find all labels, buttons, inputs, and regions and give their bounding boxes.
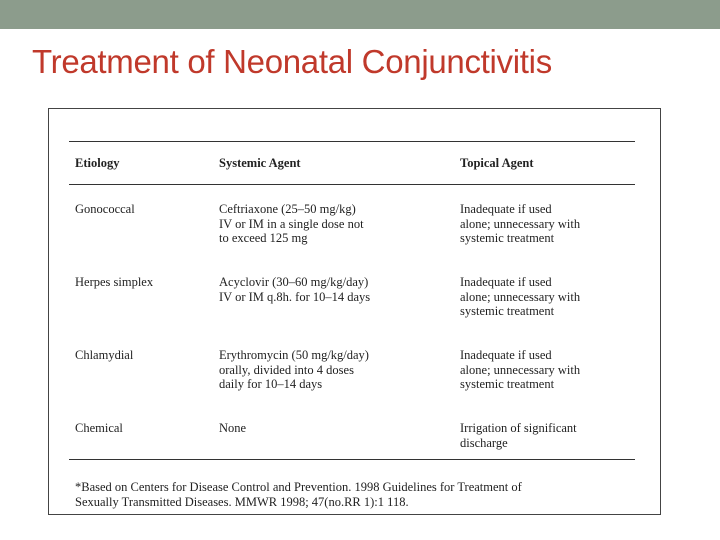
systemic-line: IV or IM q.8h. for 10–14 days	[219, 289, 371, 304]
systemic-line: orally, divided into 4 doses	[219, 362, 354, 377]
table-header-rule	[69, 184, 635, 185]
systemic-line: Ceftriaxone (25–50 mg/kg)	[219, 202, 356, 216]
systemic-line: to exceed 125 mg	[219, 231, 308, 245]
systemic-line: Acyclovir (30–60 mg/kg/day)	[219, 275, 369, 289]
topical-cell	[460, 275, 635, 319]
table-header-row	[69, 142, 635, 184]
table-row	[69, 202, 635, 258]
systemic-cell	[219, 348, 460, 392]
footnote-line: Sexually Transmitted Diseases. MMWR 1998; 47(no.RR 1):1 118.	[75, 495, 409, 509]
topical-line: systemic treatment	[460, 231, 555, 245]
table-row	[69, 275, 635, 331]
header-topical-agent: Topical Agent	[460, 155, 534, 170]
topical-cell	[460, 202, 635, 246]
header-systemic-agent: Systemic Agent	[219, 155, 301, 170]
topical-cell	[460, 421, 635, 450]
etiology-cell: Chlamydial	[75, 348, 134, 362]
treatment-table	[69, 141, 635, 460]
topical-line: alone; unnecessary with	[460, 362, 581, 377]
etiology-cell: Chemical	[75, 421, 123, 435]
systemic-cell	[219, 202, 460, 246]
systemic-line: IV or IM in a single dose not	[219, 216, 364, 231]
topical-line: Inadequate if used	[460, 275, 552, 289]
etiology-cell: Gonococcal	[75, 202, 135, 216]
etiology-cell: Herpes simplex	[75, 275, 154, 289]
topical-cell	[460, 348, 635, 392]
topical-line: Inadequate if used	[460, 202, 552, 216]
systemic-line: None	[219, 421, 247, 435]
table-image-frame	[48, 108, 661, 515]
table-footnote	[75, 480, 635, 510]
slide-title: Treatment of Neonatal Conjunctivitis	[32, 43, 552, 80]
systemic-cell	[219, 421, 460, 436]
systemic-cell	[219, 275, 460, 304]
table-row	[69, 421, 635, 459]
topical-line: alone; unnecessary with	[460, 216, 581, 231]
topical-line: discharge	[460, 435, 508, 450]
table-row	[69, 348, 635, 404]
topical-line: systemic treatment	[460, 304, 555, 318]
topical-line: systemic treatment	[460, 377, 555, 391]
table-bottom-rule	[69, 459, 635, 460]
top-banner	[0, 0, 720, 29]
topical-line: Irrigation of significant	[460, 421, 577, 435]
footnote-line: *Based on Centers for Disease Control and Prevention. 1998 Guidelines for Treatment of	[75, 480, 522, 494]
systemic-line: daily for 10–14 days	[219, 377, 323, 391]
topical-line: alone; unnecessary with	[460, 289, 581, 304]
header-etiology: Etiology	[75, 155, 120, 170]
topical-line: Inadequate if used	[460, 348, 552, 362]
systemic-line: Erythromycin (50 mg/kg/day)	[219, 348, 369, 362]
